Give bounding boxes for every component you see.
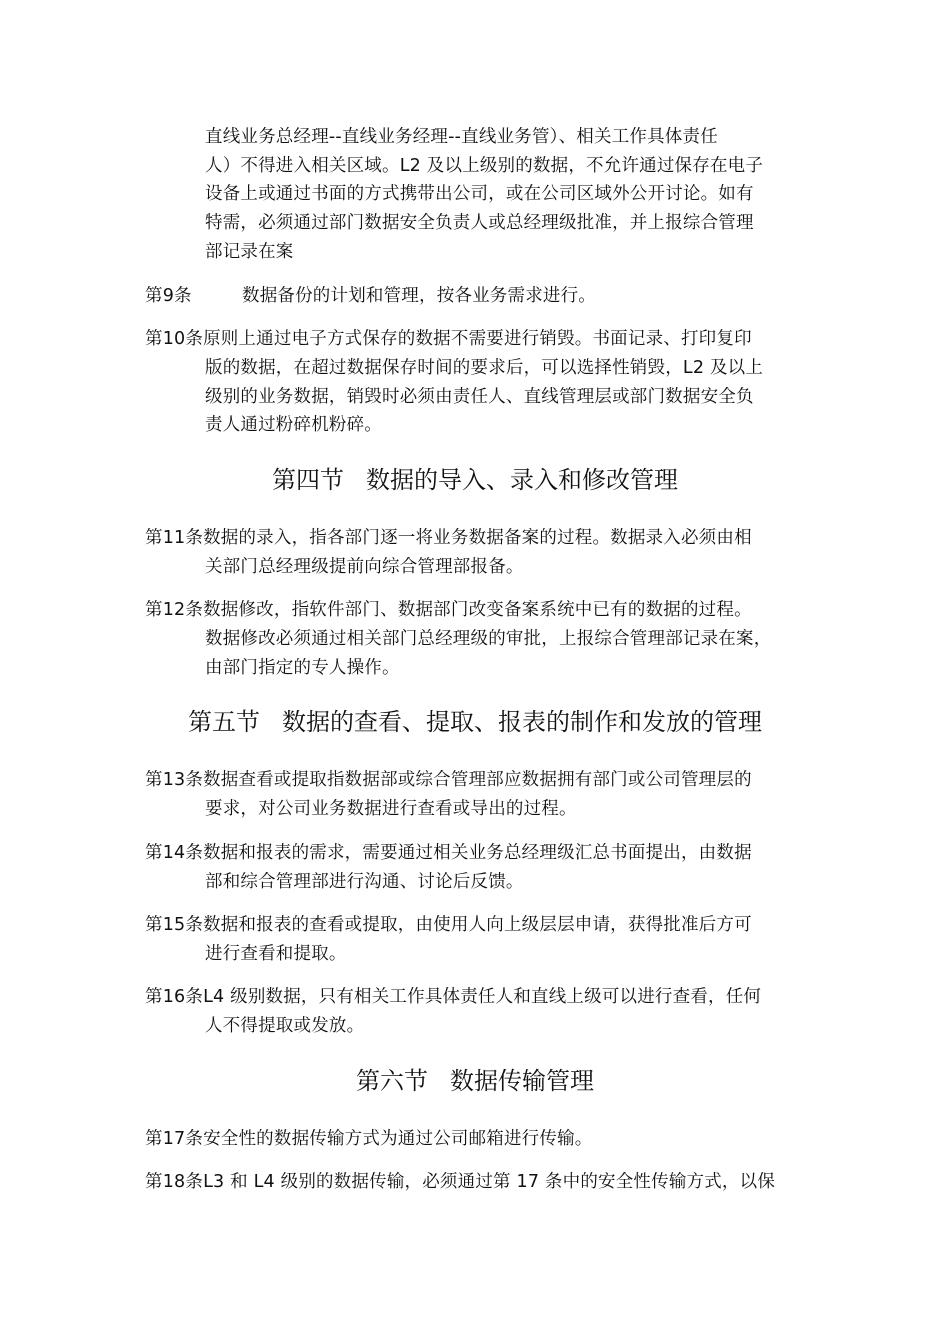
article-text: 数据备份的计划和管理，按各业务需求进行。	[242, 286, 596, 306]
article-label: 第9条	[145, 286, 192, 306]
article-14	[145, 842, 752, 864]
paragraph-line: 级别的业务数据，销毁时必须由责任人、直线管理层或部门数据安全负	[205, 387, 754, 407]
paragraph-line: 人）不得进入相关区域。L2 及以上级别的数据，不允许通过保存在电子	[205, 156, 764, 176]
paragraph-line: 部和综合管理部进行沟通、讨论后反馈。	[205, 872, 524, 892]
paragraph-line: 特需，必须通过部门数据安全负责人或总经理级批准，并上报综合管理	[205, 213, 754, 233]
article-17	[145, 1128, 592, 1150]
article-9	[145, 285, 596, 307]
paragraph-line: 部记录在案	[205, 242, 294, 262]
paragraph-line: 版的数据，在超过数据保存时间的要求后，可以选择性销毁，L2 及以上	[205, 358, 764, 378]
article-text: L3 和 L4 级别的数据传输，必须通过第 17 条中的安全性传输方式，以保	[203, 1172, 776, 1192]
section-number: 第五节	[188, 708, 260, 736]
article-text: 数据和报表的需求，需要通过相关业务总经理级汇总书面提出，由数据	[203, 843, 752, 863]
article-label: 第18条	[145, 1172, 204, 1192]
article-label: 第15条	[145, 915, 204, 935]
section-heading	[0, 1066, 950, 1096]
paragraph-line: 数据修改必须通过相关部门总经理级的审批，上报综合管理部记录在案，	[205, 629, 772, 649]
section-title: 数据传输管理	[450, 1067, 594, 1095]
paragraph-line: 进行查看和提取。	[205, 944, 347, 964]
article-label: 第17条	[145, 1129, 204, 1149]
article-15	[145, 914, 752, 936]
article-10	[145, 328, 752, 350]
section-heading	[0, 465, 950, 495]
paragraph-line: 直线业务总经理--直线业务经理--直线业务管）、相关工作具体责任	[205, 127, 718, 147]
paragraph-line: 关部门总经理级提前向综合管理部报备。	[205, 557, 524, 577]
article-text: 数据修改，指软件部门、数据部门改变备案系统中已有的数据的过程。	[203, 600, 752, 620]
article-text: 数据查看或提取指数据部或综合管理部应数据拥有部门或公司管理层的	[203, 770, 752, 790]
article-label: 第11条	[145, 528, 204, 548]
article-text: 数据和报表的查看或提取，由使用人向上级层层申请，获得批准后方可	[203, 915, 752, 935]
article-label: 第13条	[145, 770, 204, 790]
article-11	[145, 527, 752, 549]
article-16	[145, 986, 761, 1008]
article-text: 数据的录入，指各部门逐一将业务数据备案的过程。数据录入必须由相	[203, 528, 752, 548]
article-label: 第12条	[145, 600, 204, 620]
article-text: 安全性的数据传输方式为通过公司邮箱进行传输。	[203, 1129, 593, 1149]
article-18	[145, 1171, 775, 1193]
article-text: 原则上通过电子方式保存的数据不需要进行销毁。书面记录、打印复印	[203, 329, 752, 349]
section-number: 第六节	[356, 1067, 428, 1095]
article-12	[145, 599, 752, 621]
article-13	[145, 769, 752, 791]
paragraph-line: 由部门指定的专人操作。	[205, 658, 400, 678]
section-heading	[0, 707, 950, 737]
paragraph-line: 责人通过粉碎机粉碎。	[205, 415, 382, 435]
article-label: 第16条	[145, 987, 204, 1007]
paragraph-line: 要求，对公司业务数据进行查看或导出的过程。	[205, 799, 577, 819]
article-text: L4 级别数据，只有相关工作具体责任人和直线上级可以进行查看，任何	[203, 987, 762, 1007]
article-label: 第14条	[145, 843, 204, 863]
paragraph-line: 设备上或通过书面的方式携带出公司，或在公司区域外公开讨论。如有	[205, 184, 754, 204]
article-label: 第10条	[145, 329, 204, 349]
section-title: 数据的导入、录入和修改管理	[366, 466, 678, 494]
paragraph-line: 人不得提取或发放。	[205, 1016, 365, 1036]
section-title: 数据的查看、提取、报表的制作和发放的管理	[282, 708, 762, 736]
section-number: 第四节	[272, 466, 344, 494]
